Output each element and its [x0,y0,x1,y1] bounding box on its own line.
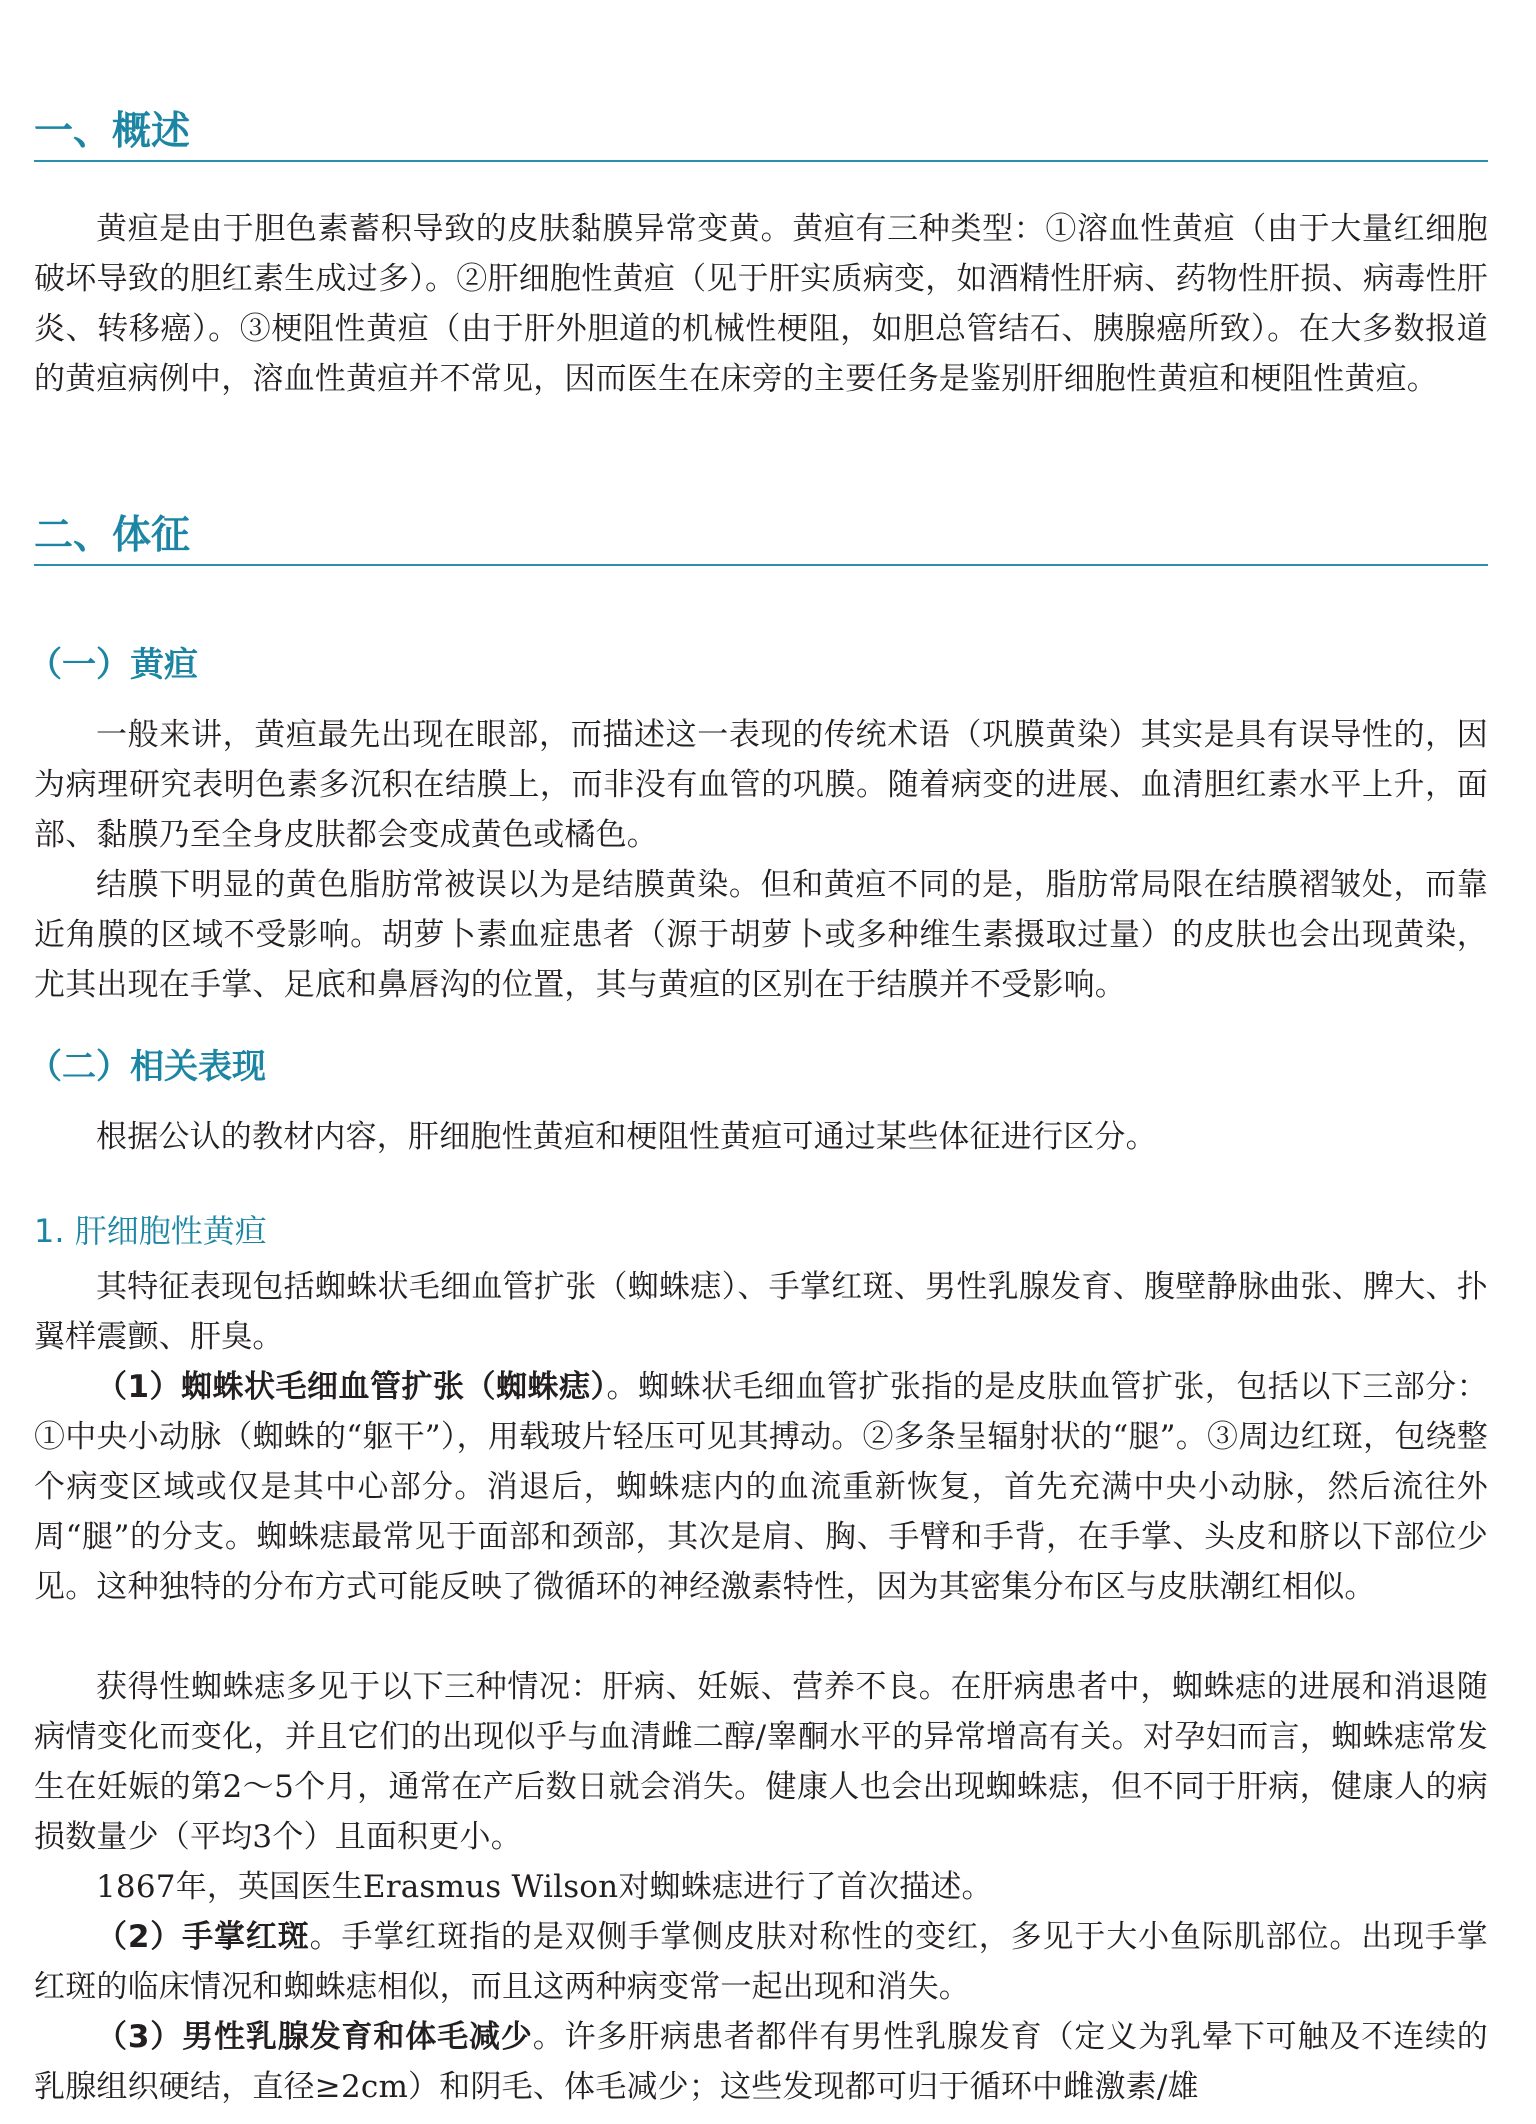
paragraph-spider-angioma [34,1362,1488,1612]
paragraph-jaundice-2: 结膜下明显的黄色脂肪常被误以为是结膜黄染。但和黄疸不同的是，脂肪常局限在结膜褶皱处，而靠近角膜的区域不受影响。胡萝卜素血症患者（源于胡萝卜或多种维生素摄取过量）的皮肤也会出现黄染，尤其出现在手掌、足底和鼻唇沟的位置，其与黄疸的区别在于结膜并不受影响。 [34,867,1488,1003]
section-heading-overview: 一、概述 [34,104,1488,162]
paragraph-palmar-erythema [34,1912,1488,2012]
item-label-spider-angioma: （1）蜘蛛状毛细血管扩张（蜘蛛痣） [96,1369,607,1405]
subheading-jaundice: （一）黄疸 [28,645,198,685]
paragraph-gynecomastia [34,2012,1488,2112]
item-text-palmar-erythema: 。手掌红斑指的是双侧手掌侧皮肤对称性的变红，多见于大小鱼际肌部位。出现手掌红斑的临床情况和蜘蛛痣相似，而且这两种病变常一起出现和消失。 [34,1919,1488,2005]
paragraph-acquired-spider-angioma: 获得性蜘蛛痣多见于以下三种情况：肝病、妊娠、营养不良。在肝病患者中，蜘蛛痣的进展和消退随病情变化而变化，并且它们的出现似乎与血清雌二醇/睾酮水平的异常增高有关。对孕妇而言，蜘蛛痣常发生在妊娠的第2～5个月，通常在产后数日就会消失。健康人也会出现蜘蛛痣，但不同于肝病，健康人的病损数量少（平均3个）且面积更小。 [34,1669,1488,1855]
item-label-gynecomastia: （3）男性乳腺发育和体毛减少 [96,2019,533,2055]
paragraph-overview: 黄疸是由于胆色素蓄积导致的皮肤黏膜异常变黄。黄疸有三种类型：①溶血性黄疸（由于大量红细胞破坏导致的胆红素生成过多）。②肝细胞性黄疸（见于肝实质病变，如酒精性肝病、药物性肝损、病毒性肝炎、转移癌）。③梗阻性黄疸（由于肝外胆道的机械性梗阻，如胆总管结石、胰腺癌所致）。在大多数报道的黄疸病例中，溶血性黄疸并不常见，因而医生在床旁的主要任务是鉴别肝细胞性黄疸和梗阻性黄疸。 [34,211,1488,397]
item-text-gynecomastia: 。许多肝病患者都伴有男性乳腺发育（定义为乳晕下可触及不连续的乳腺组织硬结，直径≥2cm）和阴毛、体毛减少；这些发现都可归于循环中雌激素/雄 [34,2019,1489,2105]
paragraph-spider-angioma-history: 1867年，英国医生Erasmus Wilson对蜘蛛痣进行了首次描述。 [96,1869,993,1905]
item-text-spider-angioma: 。蜘蛛状毛细血管扩张指的是皮肤血管扩张，包括以下三部分：①中央小动脉（蜘蛛的“躯干”），用载玻片轻压可见其搏动。②多条呈辐射状的“腿”。③周边红斑，包绕整个病变区域或仅是其中心部分。消退后，蜘蛛痣内的血流重新恢复，首先充满中央小动脉，然后流往外周“腿”的分支。蜘蛛痣最常见于面部和颈部，其次是肩、胸、手臂和手背，在手掌、头皮和脐以下部位少见。这种独特的分布方式可能反映了微循环的神经激素特性，因为其密集分布区与皮肤潮红相似。 [34,1369,1488,1605]
item-label-palmar-erythema: （2）手掌红斑 [96,1919,310,1955]
section-heading-signs: 二、体征 [34,508,1488,566]
subheading-hepatocellular-jaundice: 1. 肝细胞性黄疸 [34,1212,267,1250]
subheading-related-findings: （二）相关表现 [28,1047,266,1087]
paragraph-related-findings: 根据公认的教材内容，肝细胞性黄疸和梗阻性黄疸可通过某些体征进行区分。 [96,1119,1157,1155]
paragraph-hepatocellular-features: 其特征表现包括蜘蛛状毛细血管扩张（蜘蛛痣）、手掌红斑、男性乳腺发育、腹壁静脉曲张、脾大、扑翼样震颤、肝臭。 [34,1269,1488,1355]
paragraph-jaundice-1: 一般来讲，黄疸最先出现在眼部，而描述这一表现的传统术语（巩膜黄染）其实是具有误导性的，因为病理研究表明色素多沉积在结膜上，而非没有血管的巩膜。随着病变的进展、血清胆红素水平上升，面部、黏膜乃至全身皮肤都会变成黄色或橘色。 [34,717,1488,853]
